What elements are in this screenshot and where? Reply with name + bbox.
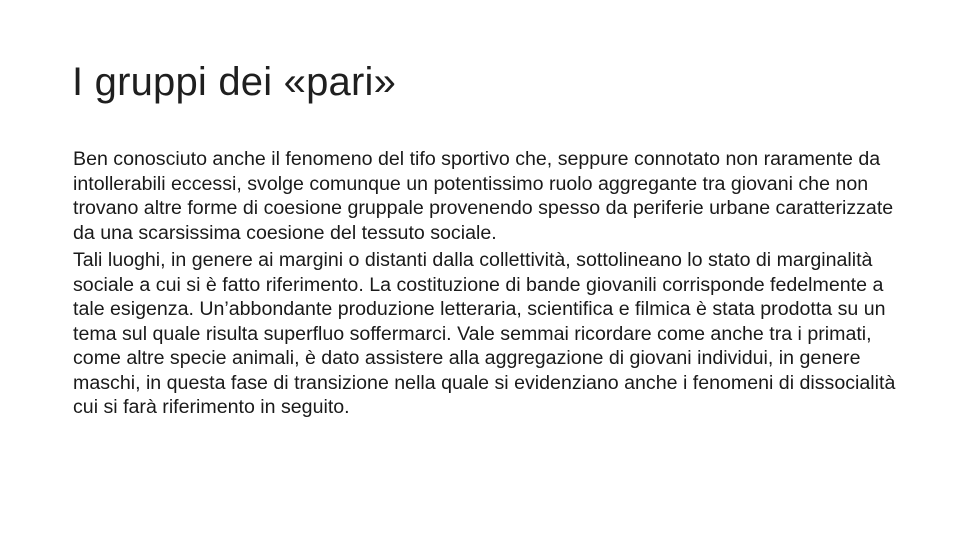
slide-body [73,147,903,420]
body-paragraph-1: Ben conosciuto anche il fenomeno del tifo sportivo che, seppure connotato non raramente da intollerabili eccessi, svolge comunque un potentissimo ruolo aggregante tra giovani che non trovano altre forme di coesione gruppale provenendo spesso da periferie urbane caratterizzate da una scarsissima coesione del tessuto sociale. [73,148,894,244]
body-paragraph-2: Tali luoghi, in genere ai margini o distanti dalla collettività, sottolineano lo stato di marginalità sociale a cui si è fatto riferimento. La costituzione di bande giovanili corrisponde fedelmente a tale esigenza. Un’abbondante produzione letteraria, scientifica e filmica è stata prodotta su un tema sul quale risulta superfluo soffermarci. Vale semmai ricordare come anche tra i primati, come altre specie animali, è dato assistere alla aggregazione di giovani individui, in genere maschi, in questa fase di transizione nella quale si evidenziano anche i fenomeni di dissocialità cui si farà riferimento in seguito. [73,249,896,418]
slide-title: I gruppi dei «pari» [72,60,397,104]
